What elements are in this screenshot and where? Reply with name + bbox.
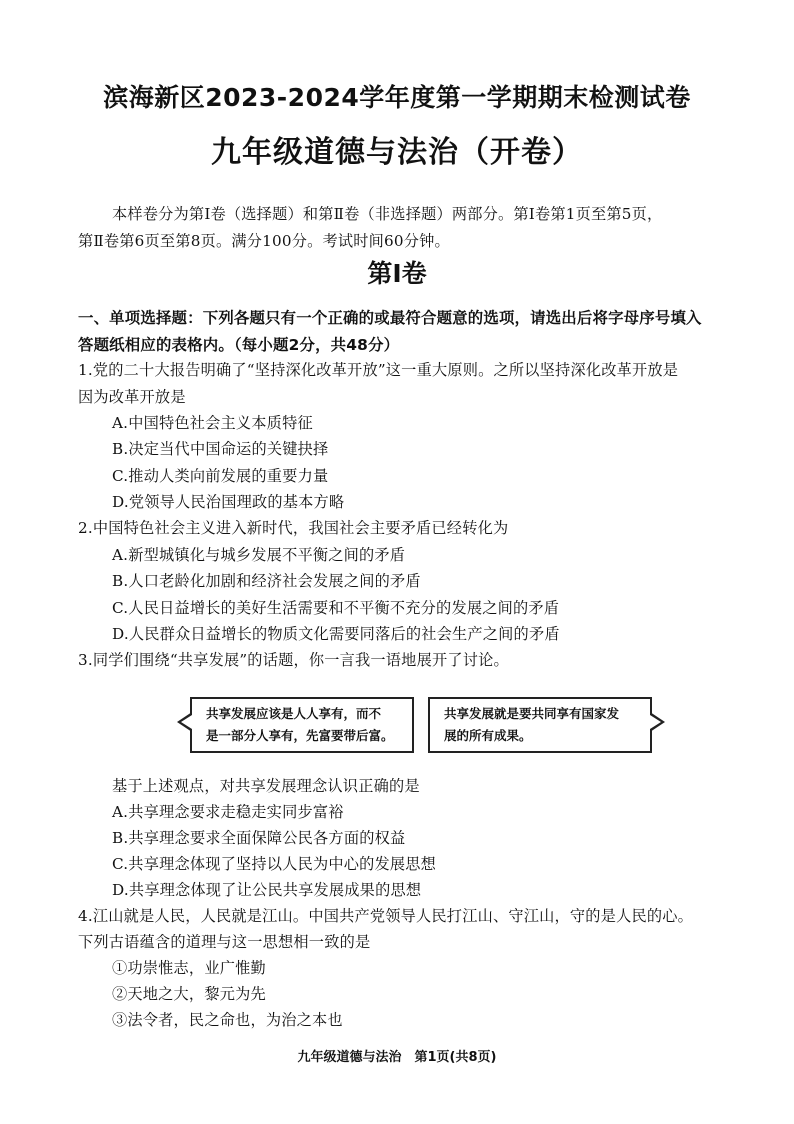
speech-bubble-right-line-1: 共享发展就是要共同享有国家发: [444, 706, 620, 721]
q3-question: 基于上述观点，对共享发展理念认识正确的是: [112, 777, 420, 795]
q4-item-2: ②天地之大，黎元为先: [112, 985, 266, 1003]
q1-option-c: C.推动人类向前发展的重要力量: [112, 467, 329, 485]
intro-line-2: 第Ⅱ卷第6页至第8页。满分100分。考试时间60分钟。: [78, 232, 450, 250]
q4-stem-line-2: 下列古语蕴含的道理与这一思想相一致的是: [78, 933, 371, 951]
q4-item-3: ③法令者，民之命也，为治之本也: [112, 1011, 343, 1029]
q2-option-b: B.人口老龄化加剧和经济社会发展之间的矛盾: [112, 572, 421, 590]
q2-stem: 2.中国特色社会主义进入新时代，我国社会主要矛盾已经转化为: [78, 519, 509, 537]
speech-bubble-left-line-1: 共享发展应该是人人享有，而不: [206, 706, 382, 721]
speech-bubble-right: [428, 697, 652, 753]
q1-option-a: A.中国特色社会主义本质特征: [112, 414, 313, 432]
section-heading-line-2: 答题纸相应的表格内。（每小题2分，共48分）: [78, 336, 400, 354]
speech-bubble-left: [190, 697, 414, 753]
q1-option-b: B.决定当代中国命运的关键抉择: [112, 440, 329, 458]
q1-option-d: D.党领导人民治国理政的基本方略: [112, 493, 345, 511]
q2-option-d: D.人民群众日益增长的物质文化需要同落后的社会生产之间的矛盾: [112, 625, 560, 643]
speech-bubble-right-line-2: 展的所有成果。: [444, 728, 532, 743]
q1-stem-line-2: 因为改革开放是: [78, 388, 186, 406]
q3-option-c: C.共享理念体现了坚持以人民为中心的发展思想: [112, 855, 437, 873]
q4-stem-line-1: 4.江山就是人民，人民就是江山。中国共产党领导人民打江山、守江山，守的是人民的心。: [78, 907, 694, 925]
speech-bubble-left-line-2: 是一部分人享有，先富要带后富。: [206, 728, 394, 743]
page-footer: 九年级道德与法治 第1页(共8页): [297, 1050, 497, 1065]
volume-title: 第Ⅰ卷: [367, 259, 427, 288]
q1-stem-line-1: 1.党的二十大报告明确了“坚持深化改革开放”这一重大原则。之所以坚持深化改革开放是: [78, 361, 679, 379]
q2-option-c: C.人民日益增长的美好生活需要和不平衡不充分的发展之间的矛盾: [112, 599, 560, 617]
q3-stem: 3.同学们围绕“共享发展”的话题，你一言我一语地展开了讨论。: [78, 651, 509, 669]
q4-item-1: ①功崇惟志，业广惟勤: [112, 959, 266, 977]
exam-subtitle: 九年级道德与法治（开卷）: [211, 135, 583, 170]
section-heading-line-1: 一、单项选择题：下列各题只有一个正确的或最符合题意的选项，请选出后将字母序号填入: [78, 309, 702, 327]
q2-option-a: A.新型城镇化与城乡发展不平衡之间的矛盾: [112, 546, 406, 564]
q3-option-b: B.共享理念要求全面保障公民各方面的权益: [112, 829, 406, 847]
q3-option-a: A.共享理念要求走稳走实同步富裕: [112, 803, 344, 821]
intro-line-1: 本样卷分为第Ⅰ卷（选择题）和第Ⅱ卷（非选择题）两部分。第Ⅰ卷第1页至第5页，: [112, 205, 663, 223]
exam-title: 滨海新区2023-2024学年度第一学期期末检测试卷: [103, 83, 691, 112]
q3-option-d: D.共享理念体现了让公民共享发展成果的思想: [112, 881, 422, 899]
